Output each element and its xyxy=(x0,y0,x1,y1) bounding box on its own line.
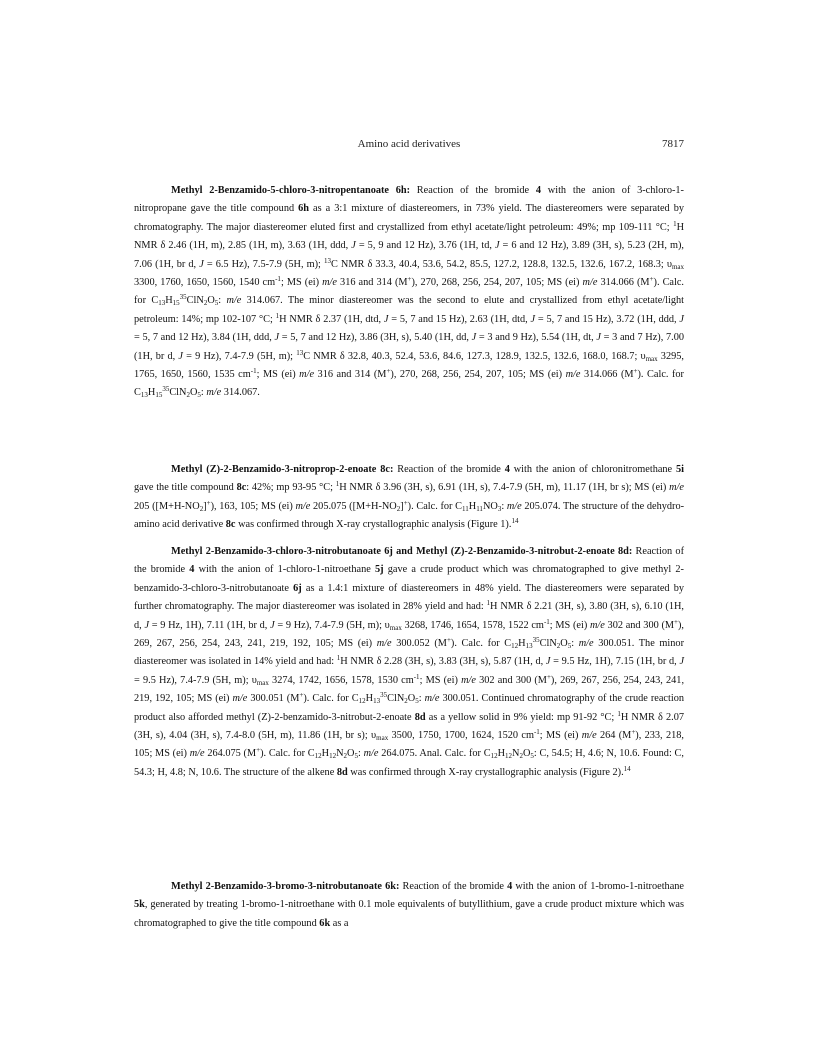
page-number: 7817 xyxy=(662,138,684,150)
paragraph-compound-6k: Methyl 2-Benzamido-3-bromo-3-nitrobutanoate 6k: Reaction of the bromide 4 with the anion of 1-bromo-1-nitroethane 5k, generated by treating 1-bromo-1-nitroethane with 0.1 mole equivalents of butyllithium, gave a crude product mixture which was chromatographed to give the title compound 6k as a xyxy=(134,881,684,929)
paragraph-compound-8c: Methyl (Z)-2-Benzamido-3-nitroprop-2-enoate 8c: Reaction of the bromide 4 with the anion of chloronitromethane 5i gave the title compound 8c: 42%; mp 93-95 °C; $^1$H NMR δ 3.96 (3H, s), 6.91 (1H, s), 7.4-7.9 (5H, m), 11.17 (1H, br s); MS (ei) m/e 205 $([M+H-NO_2]^+)$, 163, 105; MS (ei) m/e 205.075 $([M+H-NO_2]^+)$. Calc. for $C_{11}H_{11}NO_3$: m/e 205.074. The structure of the dehydro-amino acid derivative 8c was confirmed through X-ray crystallographic analysis (Figure 1).$^{14}$ xyxy=(134,464,685,531)
running-header xyxy=(134,138,684,152)
paragraph-compound-6j-8d: Methyl 2-Benzamido-3-chloro-3-nitrobutanoate 6j and Methyl (Z)-2-Benzamido-3-nitrobut-2-enoate 8d: Reaction of the bromide 4 with the anion of 1-chloro-1-nitroethane 5j gave a crude product which was chromatographed to give methyl 2-benzamido-3-chloro-3-nitrobutanoate 6j as a 1.4:1 mixture of diastereomers in 48% yield. The diastereomers were separated by further chromatography. The major diastereomer was isolated in 28% yield and had: $^1$H NMR δ 2.21 (3H, s), 3.80 (3H, s), 6.10 (1H, d, J = 9 Hz, 1H), 7.11 (1H, br d, J = 9 Hz), 7.4-7.9 (5H, m); $\upsilon_{max}$ 3268, 1746, 1654, 1578, 1522 $cm^{-1}$; MS (ei) m/e 302 and 300 (M+), 269, 267, 256, 254, 243, 241, 219, 192, 105; MS (ei) m/e 300.052 (M+). Calc. for $C_{12}H_{13}^{35}ClN_2O_5$: m/e 300.051. The minor diastereomer was isolated in 14% yield and had: $^1$H NMR δ 2.28 (3H, s), 3.83 (3H, s), 5.87 (1H, d, J = 9.5 Hz, 1H), 7.15 (1H, br d, J = 9.5 Hz), 7.4-7.9 (5H, m); $\upsilon_{max}$ 3274, 1742, 1656, 1578, 1530 $cm^{-1}$; MS (ei) m/e 302 and 300 (M+), 269, 267, 256, 254, 243, 241, 219, 192, 105; MS (ei) m/e 300.051 (M+). Calc. for $C_{12}H_{13}^{35}ClN_2O_5$: m/e 300.051. Continued chromatography of the crude reaction product also afforded methyl (Z)-2-benzamido-3-nitrobut-2-enoate 8d as a yellow solid in 9% yield: mp 91-92 °C; $^1$H NMR δ 2.07 (3H, s), 4.04 (3H, s), 7.4-8.0 (5H, m), 11.86 (1H, br s); $\upsilon_{max}$ 3500, 1750, 1700, 1624, 1520 $cm^{-1}$; MS (ei) m/e 264 (M+), 233, 218, 105; MS (ei) m/e 264.075 (M+). Calc. for $C_{12}H_{12}N_2O_5$: m/e 264.075. Anal. Calc. for $C_{12}H_{12}N_2O_5$: C, 54.5; H, 4.6; N, 10.6. Found: C, 54.3; H, 4.8; N, 10.6. The structure of the alkene 8d was confirmed through X-ray crystallographic analysis (Figure 2).$^{14}$ xyxy=(134,546,685,778)
paragraph-compound-6h: Methyl 2-Benzamido-5-chloro-3-nitropentanoate 6h: Reaction of the bromide 4 with the anion of 3-chloro-1-nitropropane gave the title compound 6h as a 3:1 mixture of diastereomers, in 73% yield. The diastereomers were separated by chromatography. The major diastereomer eluted first and crystallized from ethyl acetate/light petroleum: 49%; mp 109-111 °C; $^1$H NMR δ 2.46 (1H, m), 2.85 (1H, m), 3.63 (1H, ddd, J = 5, 9 and 12 Hz), 3.76 (1H, td, J = 6 and 12 Hz), 3.89 (3H, s), 5.23 (2H, m), 7.06 (1H, br d, J = 6.5 Hz), 7.5-7.9 (5H, m); $^{13}$C NMR δ 33.3, 40.4, 53.6, 54.2, 85.5, 127.2, 128.8, 132.5, 132.6, 167.2, 168.3; $\upsilon_{max}$ 3300, 1760, 1650, 1560, 1540 $cm^{-1}$; MS (ei) m/e 316 and 314 (M+), 270, 268, 256, 254, 207, 105; MS (ei) m/e 314.066 (M+). Calc. for $C_{13}H_{15}^{35}ClN_2O_5$: m/e 314.067. The minor diastereomer was the second to elute and crystallized from ethyl acetate/light petroleum: 14%; mp 102-107 °C; $^1$H NMR δ 2.37 (1H, dtd, J = 5, 7 and 15 Hz), 2.63 (1H, dtd, J = 5, 7 and 15 Hz), 3.72 (1H, ddd, J = 5, 7 and 12 Hz), 3.84 (1H, ddd, J = 5, 7 and 12 Hz), 3.86 (3H, s), 5.40 (1H, dd, J = 3 and 9 Hz), 5.54 (1H, dt, J = 3 and 7 Hz), 7.00 (1H, br d, J = 9 Hz), 7.4-7.9 (5H, m); $^{13}$C NMR δ 32.8, 40.3, 52.4, 53.6, 84.6, 127.3, 128.9, 132.5, 132.6, 168.0, 168.7; $\upsilon_{max}$ 3295, 1765, 1650, 1560, 1535 $cm^{-1}$; MS (ei) m/e 316 and 314 (M+), 270, 268, 256, 254, 207, 105; MS (ei) m/e 314.066 (M+). Calc. for $C_{13}H_{15}^{35}ClN_2O_5$: m/e 314.067. xyxy=(134,185,685,400)
running-title: Amino acid derivatives xyxy=(357,138,461,150)
